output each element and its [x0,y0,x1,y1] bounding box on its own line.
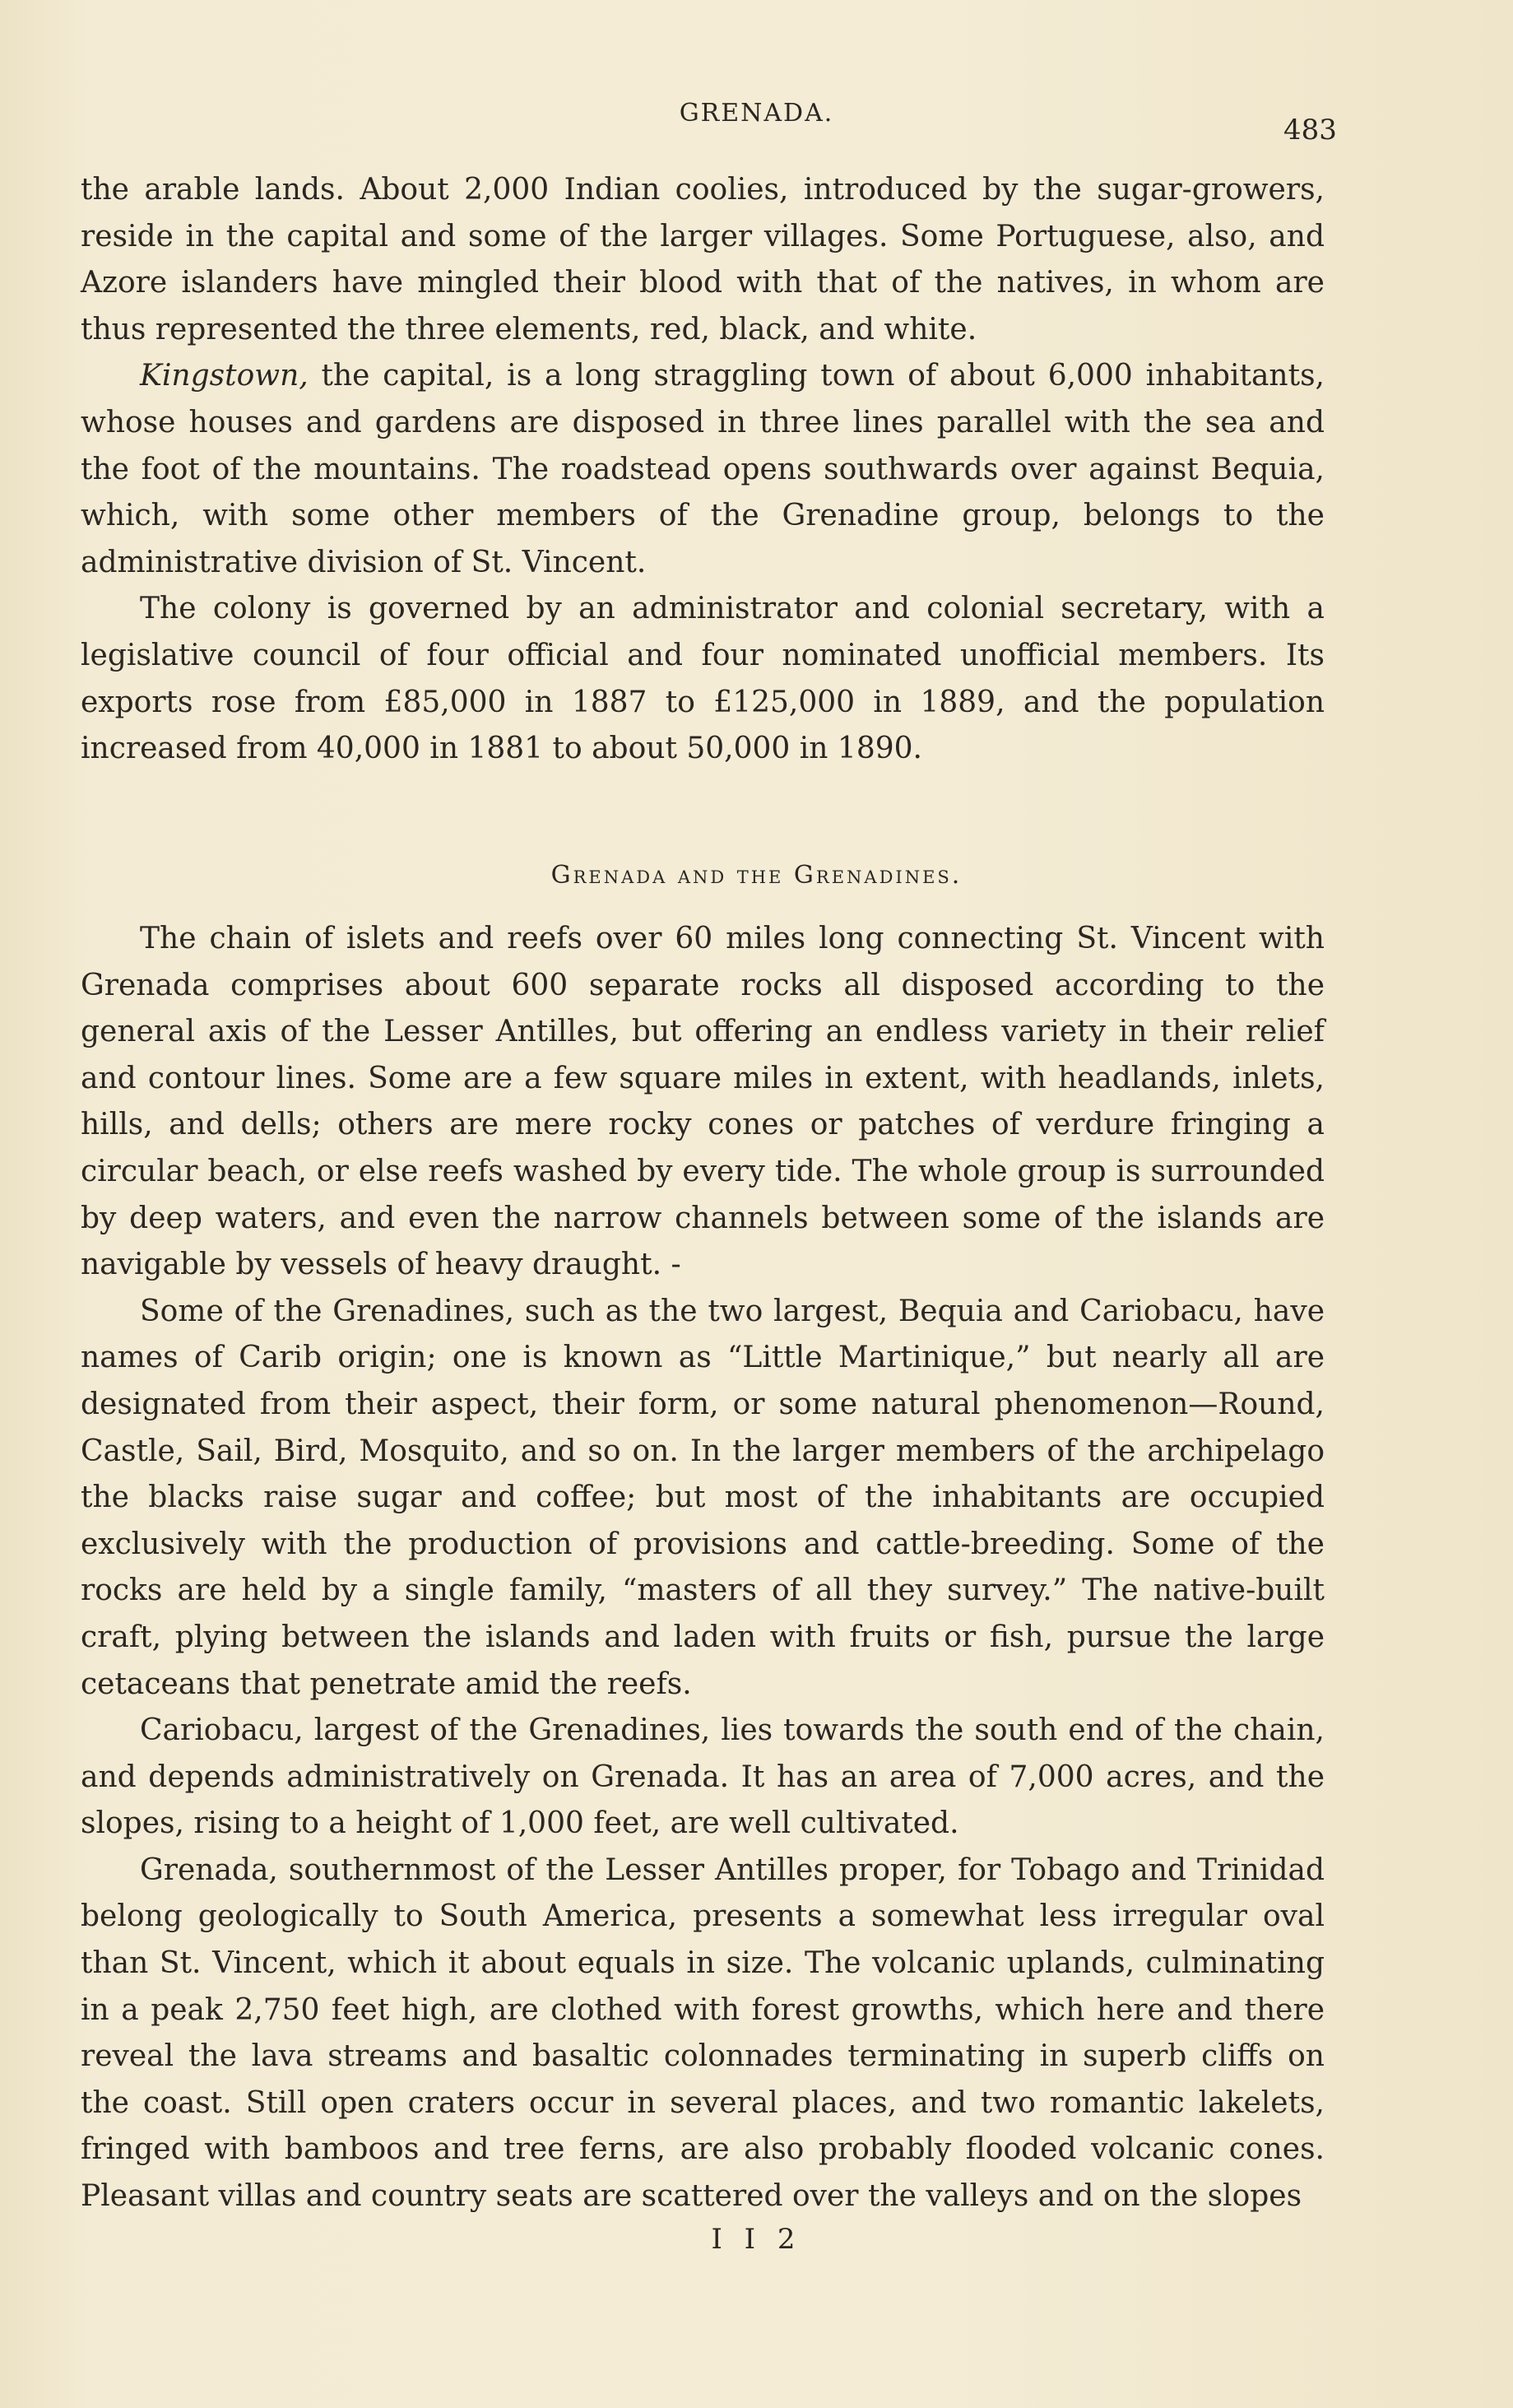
paragraph: Grenada, southernmost of the Lesser Antilles proper, for Tobago and Trinidad belong geologically to South America, presents a somewhat less irregular oval than St. Vincent, which it about equals in size. The volcanic uplands, culminating in a peak 2,750 feet high, are clothed with forest growths, which here and there reveal the lava streams and basaltic colonnades terminating in superb cliffs on the coast. Still open craters occur in several places, and two romantic lakelets, fringed with bamboos and tree ferns, are also probably flooded volcanic cones. Pleasant villas and country seats are scattered over the valleys and on the slopes [81,1852,1325,2214]
running-head: GRENADA. [679,99,834,128]
text-block-top [81,167,1325,773]
paragraph [81,353,1325,586]
paragraph-body: the capital, is a long straggling town of about 6,000 inhabitants, whose houses and gardens are disposed in three lines parallel with the sea and the foot of the mountains. The roadstead opens southwards over against Bequia, which, with some other members of the Grenadine group, belongs to the administrative division of St. Vincent. [81,359,1325,579]
place-name-italic: Kingstown, [140,359,309,393]
paragraph: Cariobacu, largest of the Grenadines, lies towards the south end of the chain, and depends administratively on Grenada. It has an area of 7,000 acres, and the slopes, rising to a height of 1,000 feet, are well cultivated. [81,1713,1325,1841]
signature-mark: I I 2 [711,2223,802,2256]
paragraph: the arable lands. About 2,000 Indian coolies, introduced by the sugar-growers, reside in the capital and some of the larger villages. Some Portuguese, also, and Azore islanders have mingled their blood with that of the natives, in whom are thus represented the three elements, red, black, and white. [81,173,1325,346]
page-number: 483 [1283,114,1337,146]
paragraph: Some of the Grenadines, such as the two largest, Bequia and Cariobacu, have names of Carib origin; one is known as “Little Martinique,” but nearly all are designated from their aspect, their form, or some natural phenomenon—Round, Castle, Sail, Bird, Mosquito, and so on. In the larger members of the archipelago the blacks raise sugar and coffee; but most of the inhabitants are occupied exclusively with the production of provisions and cattle-breeding. Some of the rocks are held by a single family, “masters of all they survey.” The native-built craft, plying between the islands and laden with fruits or fish, pursue the large cetaceans that penetrate amid the reefs. [81,1294,1325,1701]
section-heading: Grenada and the Grenadines. [550,861,963,890]
paragraph: The colony is governed by an administrator and colonial secretary, with a legislative council of four official and four nominated unofficial members. Its exports rose from £85,000 in 1887 to £125,000 in 1889, and the population increased from 40,000 in 1881 to about 50,000 in 1890. [81,592,1325,766]
text-block-section [81,916,1325,2220]
paragraph: The chain of islets and reefs over 60 miles long connecting St. Vincent with Grenada comprises about 600 separate rocks all disposed according to the general axis of the Lesser Antilles, but offering an endless variety in their relief and contour lines. Some are a few square miles in extent, with headlands, inlets, hills, and dells; others are mere rocky cones or patches of verdure fringing a circular beach, or else reefs washed by every tide. The whole group is surrounded by deep waters, and even the narrow channels between some of the islands are navigable by vessels of heavy draught. - [81,922,1325,1282]
